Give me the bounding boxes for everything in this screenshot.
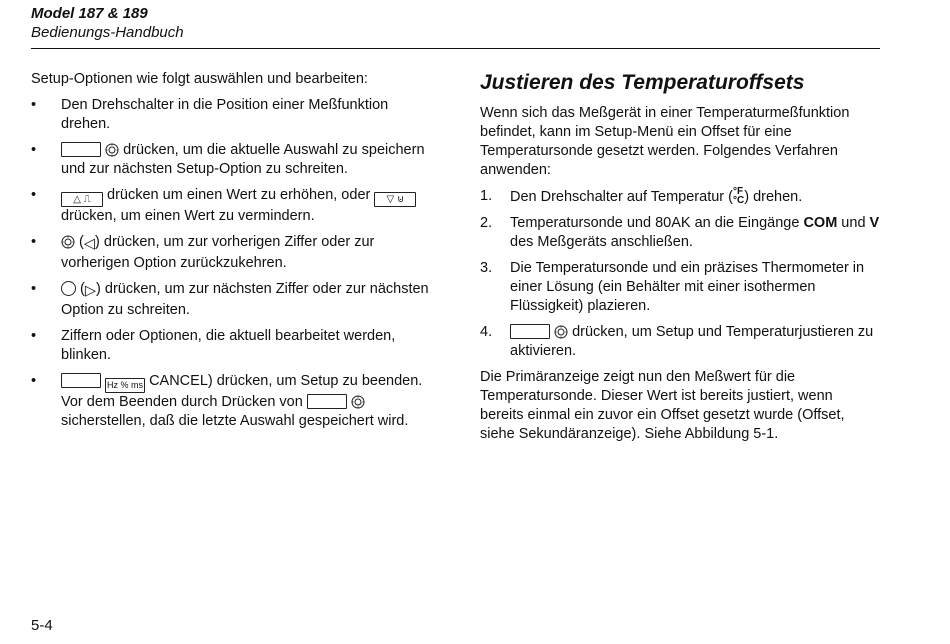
dial-icon (554, 325, 568, 339)
page-number: 5-4 (31, 617, 53, 634)
blank-key-icon (61, 142, 101, 157)
blank-key-icon (510, 324, 550, 339)
right-column (480, 70, 880, 451)
bullet-icon: • (31, 234, 37, 250)
list-item: • (◁) drücken, um zur vorherigen Ziffer oder zur vorherigen Option zurückzukehren. (31, 234, 375, 271)
section-outro: Die Primäranzeige zeigt nun den Meßwert für die Temperatursonde. Dieser Wert ist bereits justiert, wenn bereits einmal ein zuvor ein Offset gesetzt wurde (Offset, siehe Sekundäranzeige). Siehe Abbildung 5-1. (480, 369, 845, 442)
section-title: Justieren des Temperaturoffsets (480, 71, 805, 94)
setup-list (31, 96, 431, 431)
bullet-icon: • (31, 328, 37, 344)
right-triangle-icon: ▷ (84, 283, 97, 299)
bullet-icon: • (31, 373, 37, 389)
degree-cf-icon: °F °C (732, 186, 745, 206)
model-title: Model 187 & 189 (31, 5, 148, 22)
list-item: 2. Temperatursonde und 80AK an die Eingänge COM und V des Meßgeräts anschließen. (480, 215, 880, 250)
header-rule (31, 48, 880, 49)
list-item: 1. Den Drehschalter auf Temperatur (°F °C) drehen. (480, 186, 803, 206)
hz-key-icon: Hz % ms (105, 378, 145, 393)
up-arrow-key-icon: △ ⎍ (61, 192, 103, 207)
dial-icon (105, 143, 119, 157)
bullet-icon: • (31, 142, 37, 158)
dial-icon (351, 395, 365, 409)
left-triangle-icon: ◁ (83, 236, 96, 252)
page-header (31, 4, 184, 42)
circle-key-icon (61, 281, 76, 296)
list-item: 3. Die Temperatursonde und ein präzises Thermometer in einer Lösung (ein Behälter mit einer isothermen Flüssigkeit) plazieren. (480, 260, 865, 314)
list-item: • (▷) drücken, um zur nächsten Ziffer oder zur nächsten Option zu schreiten. (31, 281, 429, 318)
list-item: • drücken, um die aktuelle Auswahl zu speichern und zur nächsten Setup-Option zu schreiten. (31, 142, 425, 177)
left-column (31, 70, 431, 438)
list-item: • Hz % ms CANCEL) drücken, um Setup zu beenden. Vor dem Beenden durch Drücken von sicherstellen, daß die letzte Auswahl gespeichert wird. (31, 373, 423, 429)
section-intro: Wenn sich das Meßgerät in einer Temperaturmeßfunktion befindet, kann im Setup-Menü ein Offset für eine Temperatursonde gesetzt werden. Folgendes Verfahren anwenden: (480, 105, 850, 178)
down-arrow-key-icon: ▽ ⊍ (374, 192, 416, 207)
bullet-icon: • (31, 97, 37, 113)
list-item: • △ ⎍ drücken um einen Wert zu erhöhen, oder ▽ ⊍ drücken, um einen Wert zu vermindern. (31, 186, 431, 226)
dial-icon (61, 235, 75, 249)
list-item: • Den Drehschalter in die Position einer Meßfunktion drehen. (31, 97, 389, 132)
manual-subtitle: Bedienungs-Handbuch (31, 24, 184, 41)
list-item: • Ziffern oder Optionen, die aktuell bearbeitet werden, blinken. (31, 328, 396, 363)
bullet-icon: • (31, 187, 37, 203)
bullet-icon: • (31, 281, 37, 297)
list-item: 4. drücken, um Setup und Temperaturjustieren zu aktivieren. (480, 324, 874, 359)
steps-list (480, 187, 880, 361)
setup-intro: Setup-Optionen wie folgt auswählen und bearbeiten: (31, 71, 368, 87)
blank-key-icon (61, 373, 101, 388)
blank-key-icon (307, 394, 347, 409)
